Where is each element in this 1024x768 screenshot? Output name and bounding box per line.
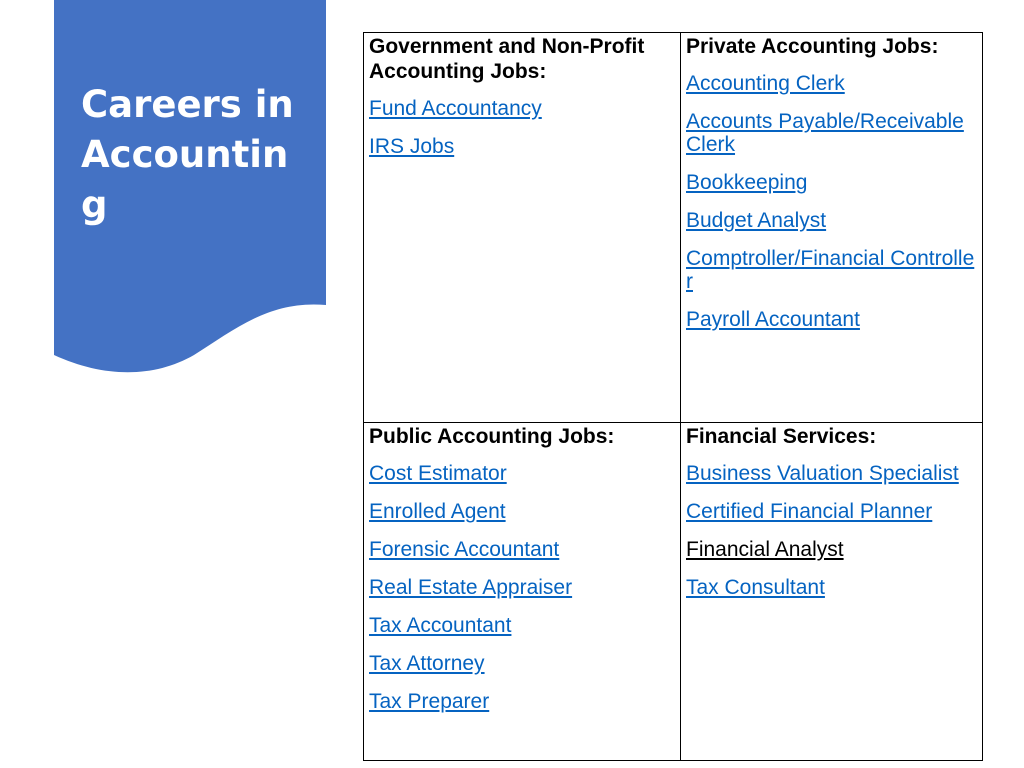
title-banner <box>54 0 326 378</box>
list-item <box>686 110 977 156</box>
list-item <box>686 500 977 523</box>
list-item <box>686 247 977 293</box>
link-forensic-accountant[interactable]: Forensic Accountant <box>369 538 560 561</box>
cell-public-jobs <box>364 423 681 761</box>
private-jobs-list <box>686 72 977 331</box>
list-item <box>686 209 977 232</box>
table-row <box>364 33 983 423</box>
link-tax-attorney[interactable]: Tax Attorney <box>369 652 485 675</box>
link-bookkeeping[interactable]: Bookkeeping <box>686 171 808 194</box>
list-item <box>686 171 977 194</box>
link-cost-estimator[interactable]: Cost Estimator <box>369 462 507 485</box>
list-item <box>686 308 977 331</box>
list-item <box>369 690 675 713</box>
financial-services-list <box>686 462 977 599</box>
link-certified-financial-planner[interactable]: Certified Financial Planner <box>686 500 933 523</box>
list-item <box>686 576 977 599</box>
public-jobs-heading: Public Accounting Jobs: <box>369 425 615 448</box>
government-jobs-heading: Government and Non-Profit Accounting Jobs: <box>369 35 645 83</box>
link-business-valuation-specialist[interactable]: Business Valuation Specialist <box>686 462 959 485</box>
link-budget-analyst[interactable]: Budget Analyst <box>686 209 827 232</box>
list-item <box>369 500 675 523</box>
link-tax-preparer[interactable]: Tax Preparer <box>369 690 490 713</box>
cell-private-jobs <box>681 33 983 423</box>
cell-government-jobs <box>364 33 681 423</box>
government-jobs-list <box>369 97 675 158</box>
list-item <box>369 614 675 637</box>
link-fund-accountancy[interactable]: Fund Accountancy <box>369 97 542 120</box>
list-item <box>369 576 675 599</box>
list-item <box>369 135 675 158</box>
link-comptroller-financial-controller[interactable]: Comptroller/Financial Controller <box>686 247 975 293</box>
list-item <box>369 462 675 485</box>
table-row <box>364 423 983 761</box>
list-item <box>686 538 977 561</box>
list-item <box>686 72 977 95</box>
link-irs-jobs[interactable]: IRS Jobs <box>369 135 455 158</box>
slide-title: Careers in Accounting <box>81 83 294 226</box>
private-jobs-heading: Private Accounting Jobs: <box>686 35 939 58</box>
list-item <box>686 462 977 485</box>
link-real-estate-appraiser[interactable]: Real Estate Appraiser <box>369 576 573 599</box>
link-tax-consultant[interactable]: Tax Consultant <box>686 576 825 599</box>
public-jobs-list <box>369 462 675 713</box>
list-item <box>369 652 675 675</box>
link-payroll-accountant[interactable]: Payroll Accountant <box>686 308 860 331</box>
cell-financial-services <box>681 423 983 761</box>
link-accounting-clerk[interactable]: Accounting Clerk <box>686 72 845 95</box>
financial-services-heading: Financial Services: <box>686 425 877 448</box>
list-item <box>369 97 675 120</box>
careers-table <box>363 32 983 761</box>
text-financial-analyst: Financial Analyst <box>686 538 844 561</box>
link-enrolled-agent[interactable]: Enrolled Agent <box>369 500 506 523</box>
link-tax-accountant[interactable]: Tax Accountant <box>369 614 512 637</box>
list-item <box>369 538 675 561</box>
link-accounts-payable-receivable-clerk[interactable]: Accounts Payable/Receivable Clerk <box>686 110 964 156</box>
